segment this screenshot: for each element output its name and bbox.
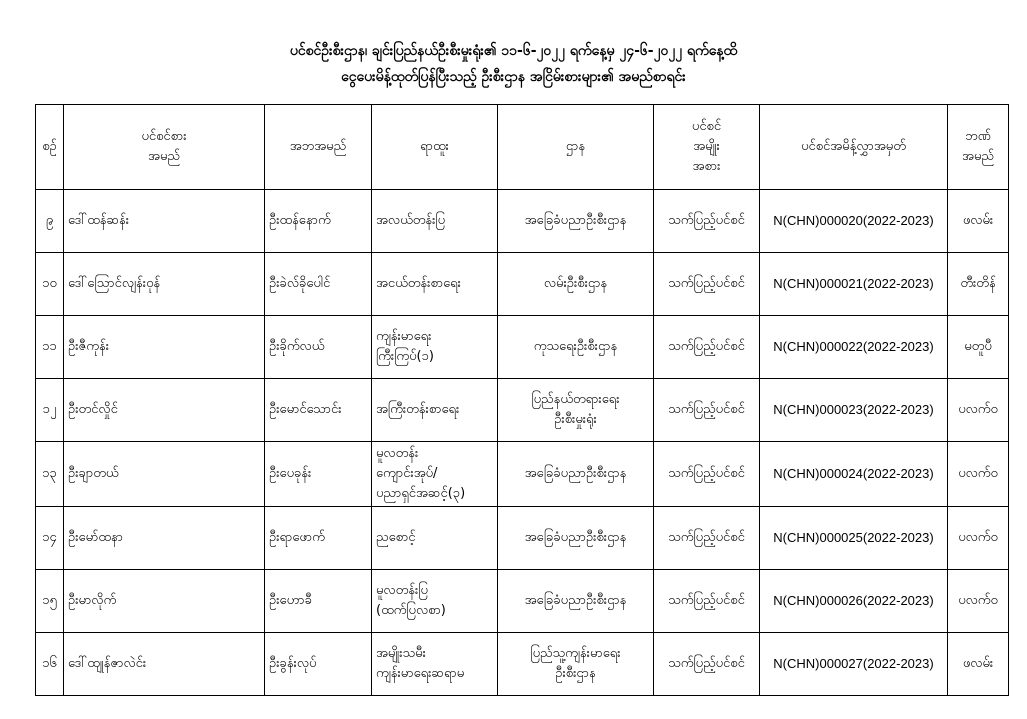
cell-order-no: N(CHN)000021(2022-2023)	[760, 253, 948, 316]
cell-bank: ပလက်ဝ	[948, 442, 1009, 507]
cell-bank: ဖလမ်း	[948, 190, 1009, 253]
cell-no: ၁၀	[36, 253, 64, 316]
cell-father: ဦးပေခုန်း	[265, 442, 372, 507]
cell-rank: အမျိုးသမီး ကျန်းမာရေးဆရာမ	[372, 633, 498, 696]
cell-no: ၁၄	[36, 507, 64, 570]
table-row	[36, 570, 1009, 633]
cell-father: ဦးခွန်းလုပ်	[265, 633, 372, 696]
cell-bank: ပလက်ဝ	[948, 507, 1009, 570]
cell-department: ကုသရေးဦးစီးဌာန	[498, 316, 654, 379]
cell-name: ဦးမော်ထနာ	[64, 507, 265, 570]
cell-pension-type: သက်ပြည့်ပင်စင်	[654, 507, 760, 570]
pensioner-table	[35, 104, 1009, 696]
cell-rank: ညစောင့်	[372, 507, 498, 570]
header-department: ဌာန	[498, 105, 654, 190]
table-row	[36, 507, 1009, 570]
cell-name: ဒေါ်ထျုန်ဇာလဲင်း	[64, 633, 265, 696]
cell-bank: ဖလမ်း	[948, 633, 1009, 696]
table-row	[36, 633, 1009, 696]
cell-pension-type: သက်ပြည့်ပင်စင်	[654, 633, 760, 696]
header-bank: ဘဏ် အမည်	[948, 105, 1009, 190]
cell-bank: တီးတိန်	[948, 253, 1009, 316]
cell-rank: အငယ်တန်းစာရေး	[372, 253, 498, 316]
title-line-2: ငွေပေးမိန့်ထုတ်ပြန်ပြီးသည့် ဦးစီးဌာန အငြိမ်းစားများ၏ အမည်စာရင်း	[341, 69, 686, 85]
cell-order-no: N(CHN)000025(2022-2023)	[760, 507, 948, 570]
cell-pension-type: သက်ပြည့်ပင်စင်	[654, 442, 760, 507]
cell-department: အခြေခံပညာဦးစီးဌာန	[498, 442, 654, 507]
cell-order-no: N(CHN)000026(2022-2023)	[760, 570, 948, 633]
cell-order-no: N(CHN)000022(2022-2023)	[760, 316, 948, 379]
cell-name: ဦးဇီကုန်း	[64, 316, 265, 379]
title-line-1: ပင်စင်ဦးစီးဌာန၊ ချင်းပြည်နယ်ဦးစီးမှုးရုံး၏ ၁၁-၆-၂၀၂၂ ရက်နေ့မှ ၂၄-၆-၂၀၂၂ ရက်နေ့ထိ	[289, 43, 738, 59]
header-father: အဘအမည်	[265, 105, 372, 190]
cell-department: ပြည်သူ့ကျန်းမာရေး ဦးစီးဌာန	[498, 633, 654, 696]
header-name: ပင်စင်စား အမည်	[64, 105, 265, 190]
table-row	[36, 316, 1009, 379]
cell-department: အခြေခံပညာဦးစီးဌာန	[498, 190, 654, 253]
cell-pension-type: သက်ပြည့်ပင်စင်	[654, 379, 760, 442]
cell-name: ဦးမာလိုက်	[64, 570, 265, 633]
cell-no: ၁၃	[36, 442, 64, 507]
cell-department: လမ်းဦးစီးဌာန	[498, 253, 654, 316]
cell-father: ဦးခဲလ်ခိုပေါင်	[265, 253, 372, 316]
cell-order-no: N(CHN)000023(2022-2023)	[760, 379, 948, 442]
table-row	[36, 253, 1009, 316]
cell-name: ဒေါ်ထန်ဆန်း	[64, 190, 265, 253]
cell-rank: မူလတန်းပြ (ထက်ပြလစာ)	[372, 570, 498, 633]
cell-pension-type: သက်ပြည့်ပင်စင်	[654, 253, 760, 316]
cell-father: ဦးခိုက်လယ်	[265, 316, 372, 379]
cell-no: ၁၅	[36, 570, 64, 633]
cell-rank: အလယ်တန်းပြ	[372, 190, 498, 253]
cell-no: ၁၁	[36, 316, 64, 379]
cell-bank: ပလက်ဝ	[948, 379, 1009, 442]
cell-bank: ပလက်ဝ	[948, 570, 1009, 633]
cell-name: ဒေါ်သြောင်လျန်းဝုန်	[64, 253, 265, 316]
cell-no: ၁၂	[36, 379, 64, 442]
cell-order-no: N(CHN)000020(2022-2023)	[760, 190, 948, 253]
document-title	[0, 38, 1027, 90]
cell-no: ၁၆	[36, 633, 64, 696]
cell-father: ဦးရာဖောက်	[265, 507, 372, 570]
table-row	[36, 379, 1009, 442]
header-pension-type: ပင်စင် အမျိုး အစား	[654, 105, 760, 190]
header-no: စဉ်	[36, 105, 64, 190]
cell-department: အခြေခံပညာဦးစီးဌာန	[498, 570, 654, 633]
cell-rank: ကျန်းမာရေး ကြီးကြပ်(၁)	[372, 316, 498, 379]
table-row	[36, 190, 1009, 253]
cell-pension-type: သက်ပြည့်ပင်စင်	[654, 570, 760, 633]
cell-name: ဦးတင်လှိုင်	[64, 379, 265, 442]
cell-rank: အကြီးတန်းစာရေး	[372, 379, 498, 442]
cell-order-no: N(CHN)000024(2022-2023)	[760, 442, 948, 507]
table-header-row	[36, 105, 1009, 190]
cell-rank: မူလတန်း ကျောင်းအုပ်/ ပညာရှင်အဆင့်(၃)	[372, 442, 498, 507]
cell-father: ဦးဟောခီ	[265, 570, 372, 633]
cell-name: ဦးချာတယ်	[64, 442, 265, 507]
cell-department: ပြည်နယ်တရားရေး ဦးစီးမှုးရုံး	[498, 379, 654, 442]
header-rank: ရာထူး	[372, 105, 498, 190]
table-row	[36, 442, 1009, 507]
cell-pension-type: သက်ပြည့်ပင်စင်	[654, 190, 760, 253]
cell-bank: မတူပီ	[948, 316, 1009, 379]
cell-department: အခြေခံပညာဦးစီးဌာန	[498, 507, 654, 570]
cell-no: ၉	[36, 190, 64, 253]
cell-order-no: N(CHN)000027(2022-2023)	[760, 633, 948, 696]
header-order-no: ပင်စင်အမိန့်လွှာအမှတ်	[760, 105, 948, 190]
cell-father: ဦးထန်နောက်	[265, 190, 372, 253]
cell-pension-type: သက်ပြည့်ပင်စင်	[654, 316, 760, 379]
cell-father: ဦးမောင်သောင်း	[265, 379, 372, 442]
